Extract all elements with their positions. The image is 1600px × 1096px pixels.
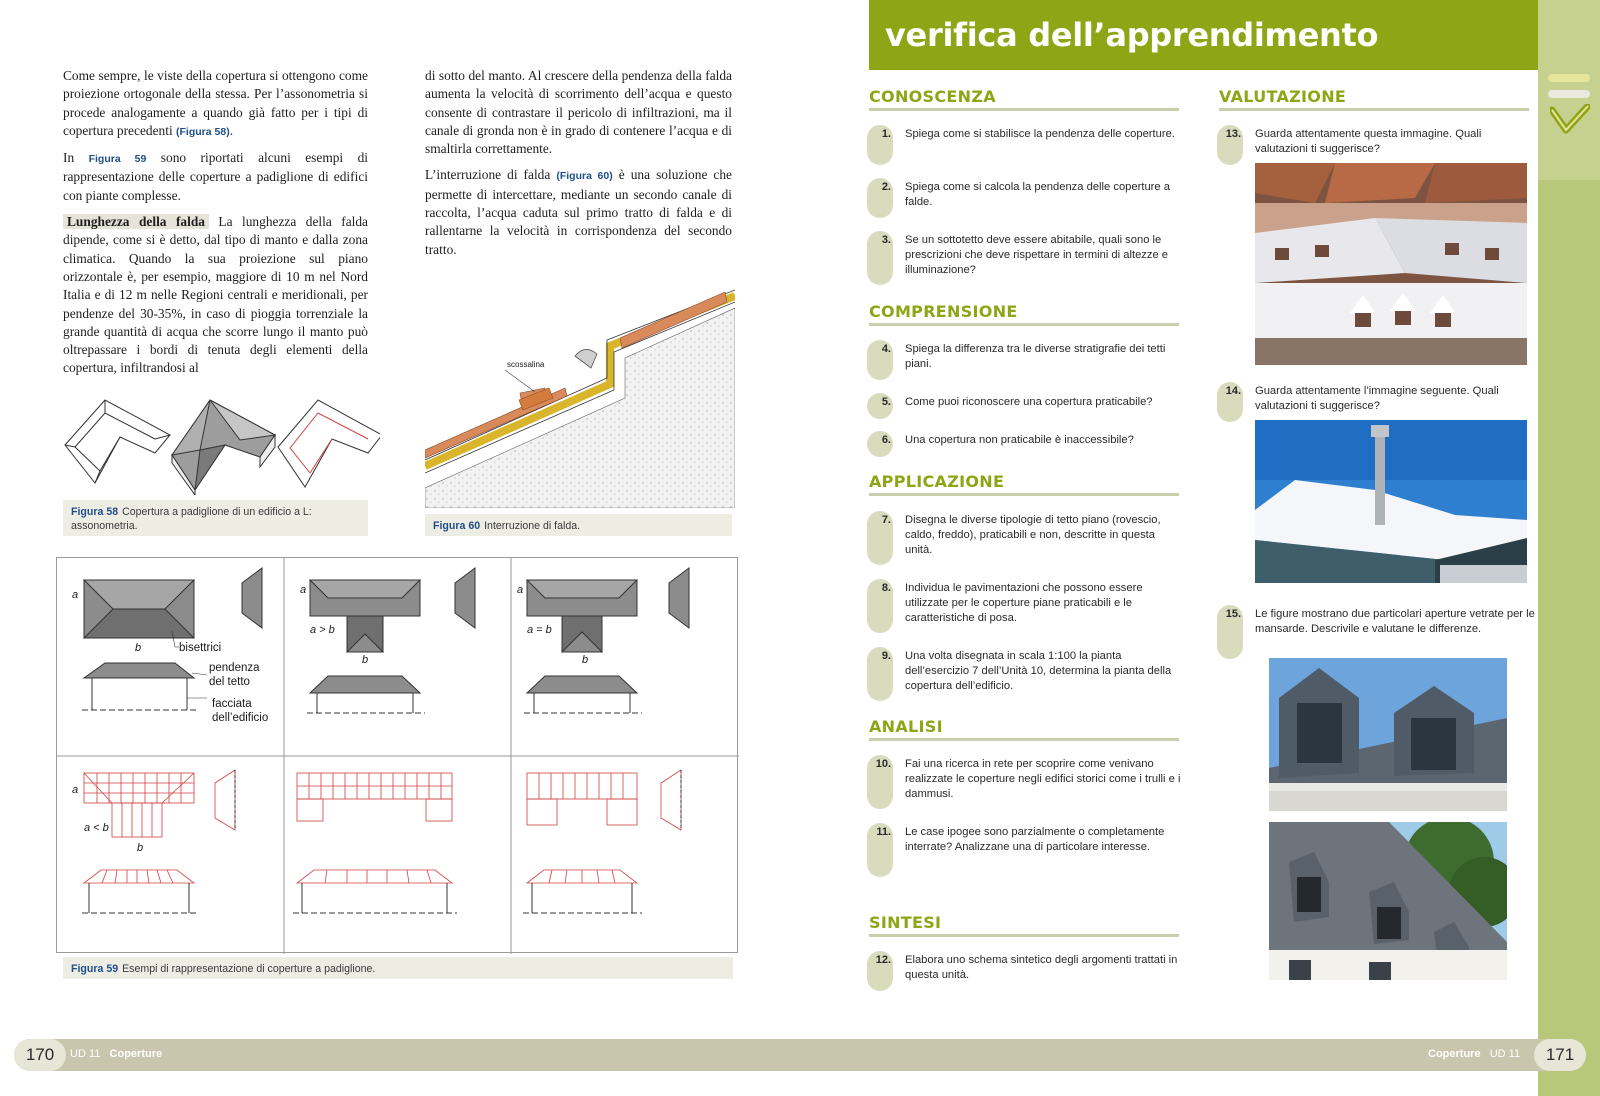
figure-60-number: Figura 60 xyxy=(433,520,481,532)
section-conoscenza: CONOSCENZA xyxy=(869,87,1179,111)
question-9: 9. Una volta disegnata in scala 1:100 la pianta dell’esercizio 7 dell’Unità 10, determina la pianta della copertura dell’edificio. xyxy=(867,649,1187,703)
figure-59-caption xyxy=(63,957,733,979)
figure-58-drawing xyxy=(60,395,380,495)
axonometry-wireframe xyxy=(65,400,170,483)
gutter xyxy=(575,349,597,368)
scossalina-label: scossalina xyxy=(507,360,545,369)
photo-snowy-rooftops xyxy=(1255,163,1527,365)
label-del-tetto: del tetto xyxy=(209,676,250,688)
left-footer-title: Coperture xyxy=(109,1048,163,1060)
label-pendenza: pendenza xyxy=(209,662,260,674)
question-3: 3. Se un sottotetto deve essere abitabile, quali sono le prescrizioni che deve rispettare in termini di altezze e illuminazione? xyxy=(867,233,1187,287)
figure-59-ref[interactable]: Figura 59 xyxy=(88,153,147,166)
figure-58-caption xyxy=(63,500,368,536)
section-applicazione: APPLICAZIONE xyxy=(869,472,1179,496)
paragraph: di sotto del manto. Al crescere della pendenza della falda aumenta la velocità di scorrimento dell’acqua e questo consente di contrastare il pericolo di infiltrazioni, ma il canale di gronda non è in grado di contenere l’acqua e di smaltirla correttamente. xyxy=(425,68,732,157)
question-5: 5. Come puoi riconoscere una copertura praticabile? xyxy=(867,395,1187,421)
page-title: verifica dell’apprendimento xyxy=(885,16,1379,54)
question-2: 2. Spiega come si calcola la pendenza delle coperture a falde. xyxy=(867,180,1187,220)
label-a-lt-b: a < b xyxy=(84,822,109,834)
paragraph: L’interruzione di falda (Figura 60) è una soluzione che permette di intercettare, mediante un secondo canale di raccolta, l’acqua caduta sul primo tratto di falda e di rallentarne la velocità in corrispondenza del secondo tratto. xyxy=(425,167,732,257)
logo-bar-2 xyxy=(1548,90,1590,98)
paragraph: Come sempre, le viste della copertura si ottengono come proiezione ortogonale della stessa. Per l’assonometria si procede analogamente a quando già fatto per i tipi di copertura precedenti (Figura 58). xyxy=(63,68,368,138)
rooftops-image xyxy=(1255,163,1527,365)
question-6: 6. Una copertura non praticabile è inaccessibile? xyxy=(867,433,1187,459)
label-edificio: dell’edificio xyxy=(212,712,269,724)
question-8: 8. Individua le pavimentazioni che possono essere utilizzate per le coperture piane praticabili e le caratteristiche di posa. xyxy=(867,581,1187,635)
label-b: b xyxy=(135,642,142,654)
figure-60-drawing xyxy=(425,288,735,508)
left-column-text xyxy=(63,67,368,386)
side-tab-logo xyxy=(1538,0,1600,180)
photo-dormers-1 xyxy=(1269,658,1507,811)
figure-60-caption xyxy=(425,514,732,536)
question-12: 12. Elabora uno schema sintetico degli argomenti trattati in questa unità. xyxy=(867,953,1187,993)
hatched-roof-3 xyxy=(527,773,637,825)
left-page-number: 170 xyxy=(14,1039,66,1071)
label-b: b xyxy=(137,842,144,854)
hatched-elevation-1 xyxy=(84,870,194,883)
hip-roof-t-agtb xyxy=(310,580,420,652)
section-analisi: ANALISI xyxy=(869,717,1179,741)
paragraph: In Figura 59 sono riportati alcuni esempi di rappresentazione delle coperture a padiglione di edifici con piante complesse. xyxy=(63,150,368,203)
label-b: b xyxy=(582,654,589,666)
label-a-gt-b: a > b xyxy=(310,624,335,636)
right-footer-title: Coperture xyxy=(1428,1048,1481,1060)
hip-roof-t-aeqb xyxy=(527,580,637,652)
question-4: 4. Spiega la differenza tra le diverse stratigrafie dei tetti piani. xyxy=(867,342,1187,382)
question-10: 10. Fai una ricerca in rete per scoprire come venivano realizzate le coperture negli edifici storici come i trulli e i dammusi. xyxy=(867,757,1187,811)
hatched-elevation-2 xyxy=(297,870,452,883)
keyword-lunghezza-falda: Lunghezza della falda xyxy=(63,214,209,229)
section-sintesi: SINTESI xyxy=(869,913,1179,937)
logo-bar-1 xyxy=(1548,74,1590,82)
figure-59-number: Figura 59 xyxy=(71,963,119,975)
question-7: 7. Disegna le diverse tipologie di tetto piano (rovescio, caldo, freddo), praticabili e non, descritte in questa unità. xyxy=(867,513,1187,567)
hatched-elevation-3 xyxy=(527,870,637,883)
figure-59-grid xyxy=(56,557,738,953)
figure-60-ref[interactable]: (Figura 60) xyxy=(556,170,613,183)
title-bar xyxy=(869,0,1538,70)
label-bisettrici: bisettrici xyxy=(179,642,222,654)
figure-58-ref[interactable]: (Figura 58) xyxy=(176,125,230,138)
figure-59-drawing xyxy=(57,558,739,954)
axonometry-wireframe-red xyxy=(278,400,380,487)
right-column-text xyxy=(425,67,732,267)
photo-snow-roof-chimney xyxy=(1255,420,1527,583)
figure-59-caption-text: Esempi di rappresentazione di coperture a padiglione. xyxy=(122,963,376,975)
label-a: a xyxy=(72,784,79,796)
dormers-image-1 xyxy=(1269,658,1507,811)
left-footer-label xyxy=(70,1048,162,1060)
section-comprensione: COMPRENSIONE xyxy=(869,302,1179,326)
chimney-image xyxy=(1255,420,1527,583)
check-mark-icon xyxy=(1550,104,1590,134)
label-facciata: facciata xyxy=(212,698,252,710)
left-footer-unit: UD 11 xyxy=(70,1048,101,1060)
hip-roof-rect xyxy=(84,580,194,638)
label-b: b xyxy=(362,654,369,666)
label-a: a xyxy=(300,584,307,596)
label-a: a xyxy=(517,584,524,596)
right-footer-unit: UD 11 xyxy=(1489,1048,1521,1060)
axonometry-shaded xyxy=(172,400,275,495)
question-14: 14. Guarda attentamente l’immagine seguente. Quali valutazioni ti suggerisce? xyxy=(1217,384,1537,424)
question-15: 15. Le figure mostrano due particolari aperture vetrate per le mansarde. Descrivile e valutane le differenze. xyxy=(1217,607,1537,661)
right-footer-label xyxy=(1428,1048,1520,1060)
figure-60-caption-text: Interruzione di falda. xyxy=(484,520,581,532)
question-11: 11. Le case ipogee sono parzialmente o completamente interrate? Analizzane una di particolare interesse. xyxy=(867,825,1187,879)
footer-bar xyxy=(14,1039,1586,1071)
dormers-image-2 xyxy=(1269,822,1507,980)
section-valutazione: VALUTAZIONE xyxy=(1219,87,1529,111)
label-a-eq-b: a = b xyxy=(527,624,552,636)
photo-dormers-2 xyxy=(1269,822,1507,980)
question-13: 13. Guarda attentamente questa immagine. Quali valutazioni ti suggerisce? xyxy=(1217,127,1537,167)
paragraph: Lunghezza della falda La lunghezza della falda dipende, come si è detto, dal tipo di manto e dalla zona climatica. Quando la sua proiezione sul piano orizzontale è, per esempio, maggiore di 10 m nel Nord Italia e di 12 m nelle Regioni centrali e meridionali, per pendenze del 30-35%, in caso di pioggia torrenziale la grande quantità di acqua che scorre lungo il manto può oltrepassare i bordi di tenuta degli elementi della copertura, infiltrandosi al xyxy=(63,214,369,376)
right-page-number: 171 xyxy=(1534,1039,1586,1071)
question-1: 1. Spiega come si stabilisce la pendenza delle coperture. xyxy=(867,127,1187,167)
figure-58-caption-text: Copertura a padiglione di un edificio a L: assonometria. xyxy=(71,506,312,532)
figure-58-number: Figura 58 xyxy=(71,506,119,518)
label-a: a xyxy=(72,589,79,601)
hatched-roof-2 xyxy=(297,773,452,821)
